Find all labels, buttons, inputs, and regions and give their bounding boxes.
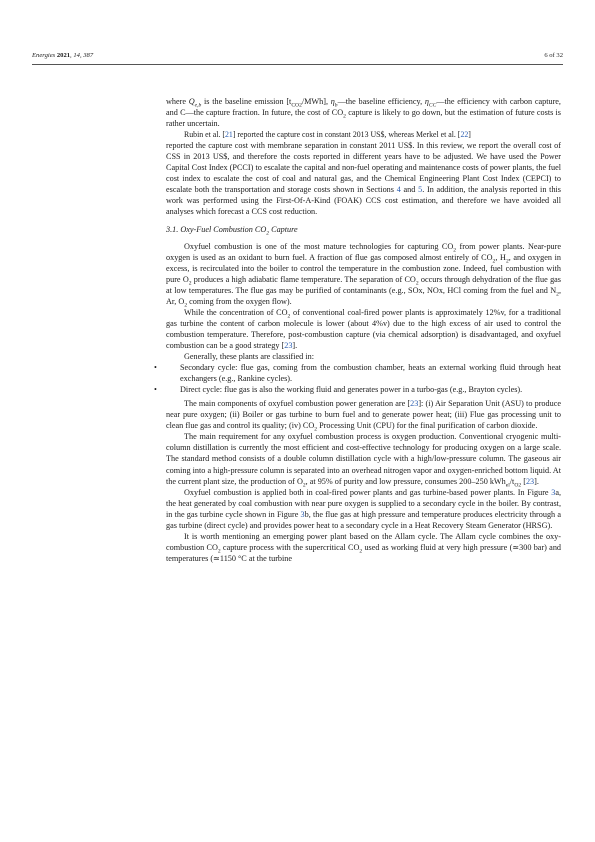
page-number: 6 of 32: [544, 52, 563, 59]
paragraph-oxyfuel-intro: Oxyfuel combustion is one of the most mature technologies for capturing $CO_2$ from power plants. Near-pure oxygen is used as an oxidant to burn fuel. A fraction of flue gas composed almost entirely of $CO_2$, $H_2$, and oxygen in excess, is recirculated into the boiler to control the temperature in the combustion zone. Indeed, fuel combustion with pure $O_2$ produces a high adiabatic flame temperature. The separation of $CO_2$ occurs through dehydration of the flue gas at low temperatures. The flue gas may be purified of contaminants (e.g., SOx, NOx, HCl coming from the fuel and $N_2$, Ar, $O_2$ coming from the oxygen flow).: [166, 241, 561, 309]
paragraph-concentration: While the concentration of $CO_2$ of conventional coal-fired power plants is approximately 12%v, for a traditional gas turbine the content of carbon molecule is lower (about 4%v) due to the high excess of air used to control the combustion temperature. Therefore, post-combustion capture (via chemical adsorption) is disadvantaged, and oxyfuel combustion can be a good strategy [23].: [166, 307, 561, 350]
paragraph-oxygen-production: The main requirement for any oxyfuel combustion process is oxygen production. Conventional cryogenic multi-column distillation is currently the most efficient and cost-effective technology for producing oxygen on a large scale. The standard method consists of a double column distillation cycle with a high/low-pressure column. The gaseous air coming into a high-pressure column is separated into an overhead nitrogen vapor and oxygen-enriched bottom liquid. At the current plant size, the production of $O_2$, at 95% of purity and low pressure, consumes 200–250 $kWh_{el}/t_{O2}$ [23].: [166, 432, 561, 489]
citation-link[interactable]: 23: [525, 476, 535, 486]
paragraph-rubin: Rubin et al. [21] reported the capture cost in constant 2013 US$, whereas Merkel et al. [22]: [184, 130, 471, 140]
paragraph-where: where $Q_{e,b}$ is the baseline emission $[t_{CO2}/MWh]$, $\eta_b—the$ baseline efficiency, $\eta_{CC}—the$ efficiency with carbon capture, and C—the capture fraction. In future, the cost of $CO_2$ capture is likely to go down, but the estimation of future costs is rather uncertain.: [166, 97, 561, 129]
bullet-list: [154, 362, 561, 395]
paragraph-cost-index: reported the capture cost with membrane separation in constant 2011 US$. In this review, we report the overall cost of CSS in 2013 US$, and therefore the costs reported in different years have to be adjusted. We have used the Power Capital Cost Index (PCCI) to escalate the capital and non-fuel operating and maintenance costs of power plants, the fuel cost index to escalate the cost of coal and natural gas, and the Chemical Engineering Plant Cost Index (CEPCI) to escalate both the transportation and storage costs shown in Sections 4 and 5. In addition, the analysis reported in this work was performed using the First-Of-A-Kind (FOAK) CCS cost estimation, and therefore we have avoided all analyses which forecast a CCS cost reduction.: [166, 141, 561, 217]
bullet-icon: •: [154, 385, 157, 395]
page-header: [32, 52, 563, 62]
article-body: [154, 96, 562, 564]
paragraph-allam: It is worth mentioning an emerging power plant based on the Allam cycle. The Allam cycle combines the oxy-combustion $CO_2$ capture process with the supercritical $CO_2$ used as working fluid at very high pressure (≃300 bar) and temperatures (≃1150 °C at the turbine: [166, 531, 562, 563]
citation-link[interactable]: 23: [284, 340, 293, 350]
figure-link[interactable]: 3: [551, 487, 556, 497]
figure-link[interactable]: 3: [300, 509, 305, 519]
list-item: • Secondary cycle: flue gas, coming from the combustion chamber, heats an external working fluid through heat exchangers (e.g., Rankine cycles).: [154, 363, 561, 384]
section-heading: 3.1. Oxy-Fuel Combustion $CO_2$ Capture: [166, 224, 298, 237]
paragraph-components: The main components of oxyfuel combustion power generation are [23]: (i) Air Separation Unit (ASU) to produce near pure oxygen; (ii) Boiler or gas turbine to burn fuel and to generate power heat; (iii) Flue gas processing unit to clean flue gas and control its quality; (iv) $CO_2$ Processing Unit (CPU) for the final purification of carbon dioxide.: [166, 399, 561, 433]
section-link[interactable]: 5: [418, 185, 423, 195]
paragraph-applications: Oxyfuel combustion is applied both in coal-fired power plants and gas turbine-based power plants. In Figure 3a, the heat generated by coal combustion with near pure oxygen is supplied to a secondary cycle in the boiler. By contrast, in the gas turbine cycle shown in Figure 3b, the flue gas at high pressure and temperature produces electricity through a gas turbine (direct cycle) and provides power heat to a secondary cycle in a Heat Recovery Steam Generator (HRSG).: [166, 487, 561, 530]
journal-citation: Energies 2021, 14, 387: [32, 52, 94, 59]
citation-link[interactable]: 23: [410, 399, 419, 409]
bullet-icon: •: [154, 363, 157, 373]
citation-link[interactable]: 21: [224, 130, 233, 140]
header-divider: [32, 64, 563, 65]
citation-link[interactable]: 22: [460, 130, 469, 140]
paragraph-classified: Generally, these plants are classified in:: [184, 352, 314, 362]
list-item: • Direct cycle: flue gas is also the working fluid and generates power in a turbo-gas (e.g., Brayton cycles).: [154, 385, 523, 395]
section-link[interactable]: 4: [396, 185, 401, 195]
